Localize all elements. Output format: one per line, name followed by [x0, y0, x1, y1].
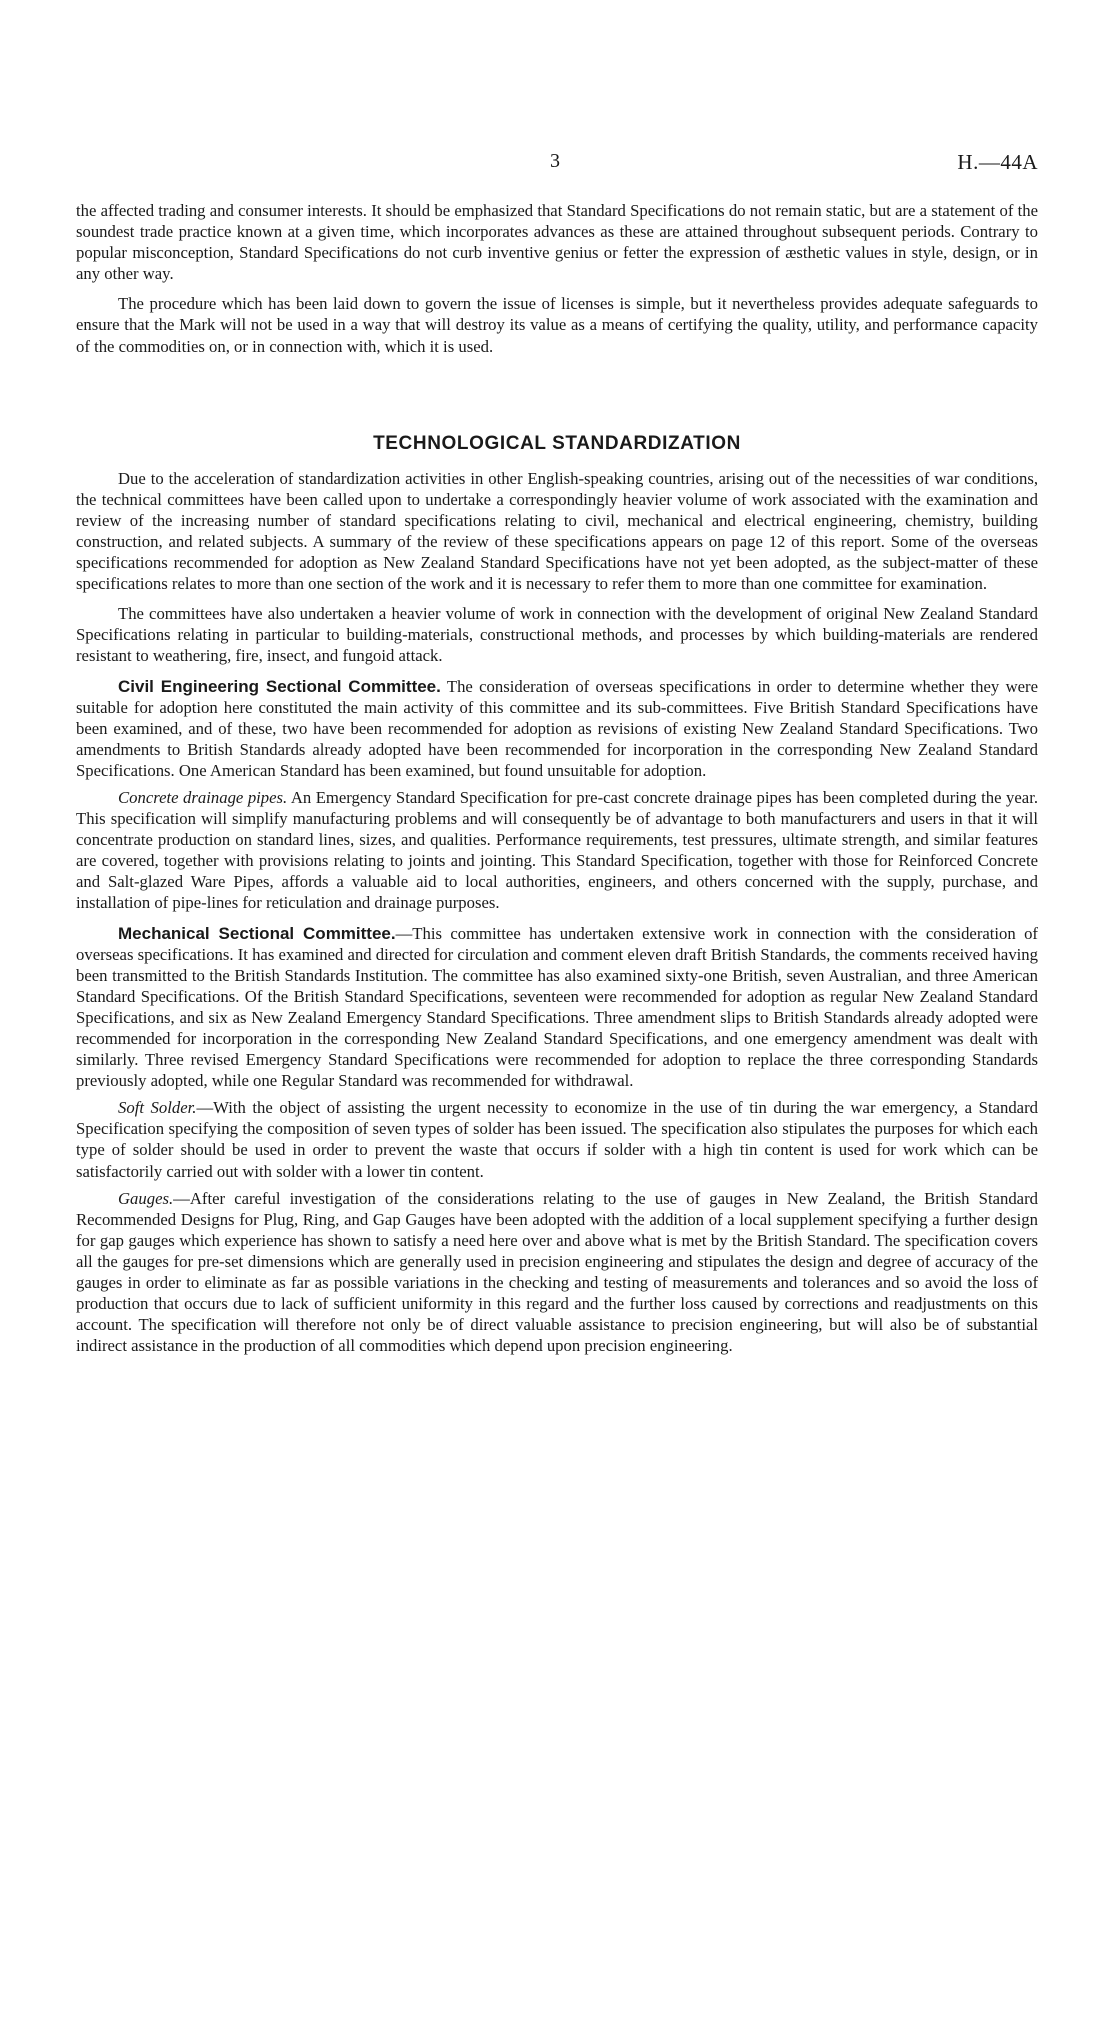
soft-solder-paragraph: [76, 1097, 1038, 1181]
concrete-pipes-paragraph: [76, 787, 1038, 914]
civil-committee-text: The consideration of overseas specifications in order to determine whether they were suitable for adoption here constituted the main activity of this committee and its sub-committees. Five British Standard Specifications have been examined, and of these, two have been recommended for adoption as revisions of existing New Zealand Standard Specifications. Two amendments to British Standards already adopted have been recommended for incorporation in the corresponding New Zealand Standard Specifications. One American Standard has been examined, but found unsuitable for adoption.: [76, 676, 1039, 780]
licensing-paragraph: The procedure which has been laid down to govern the issue of licenses is simple, but it nevertheless provides adequate safeguards to ensure that the Mark will not be used in a way that will destroy its value as a means of certifying the quality, utility, and performance capacity of the commodities on, or in connection with, which it is used.: [76, 294, 1038, 356]
soft-solder-text: —With the object of assisting the urgent necessity to economize in the use of tin during the war emergency, a Standard Specification specifying the composition of seven types of solder has been issued. The specification also stipulates the purposes for which each type of solder should be used in order to prevent the waste that occurs if solder with a high tin content is used for work which can be satisfactorily carried out with solder with a lower tin content.: [76, 1098, 1038, 1181]
body-text: [76, 200, 1038, 1356]
gauges-paragraph: [76, 1188, 1038, 1357]
section-title: TECHNOLOGICAL STANDARDIZATION: [373, 432, 741, 454]
concrete-pipes-text: An Emergency Standard Specification for pre-cast concrete drainage pipes has been completed during the year. This specification will simplify manufacturing problems and will consequently be of advantage to both manufacturers and users in that it will concentrate production on standard lines, sizes, and qualities. Performance requirements, test pressures, ultimate strength, and similar features are covered, together with provisions relating to joints and jointing. This Standard Specification, together with those for Reinforced Concrete and Salt-glazed Ware Pipes, affords a valuable aid to local authorities, engineers, and others concerned with the supply, purchase, and installation of pipe-lines for reticulation and drainage purposes.: [76, 787, 1038, 913]
gauges-text: —After careful investigation of the considerations relating to the use of gauges in New Zealand, the British Standard Recommended Designs for Plug, Ring, and Gap Gauges have been adopted with the addition of a local supplement specifying a further design for gap gauges which experience has shown to satisfy a need here over and above what is met by the British Standard. The specification covers all the gauges for pre-set dimensions which are generally used in precision engineering and stipulates the design and degree of accuracy of the gauges in order to eliminate as far as possible variations in the checking and testing of measurements and tolerances and so avoid the loss of production that occurs due to lack of sufficient uniformity in this regard and the further loss caused by corrections and readjustments on this account. The specification will therefore not only be of direct valuable assistance to precision engineering, but will also be of substantial indirect assistance in the production of all commodities which depend upon precision engineering.: [76, 1188, 1038, 1356]
document-reference: H.—44A: [957, 150, 1038, 174]
page-number: 3: [550, 150, 560, 172]
mechanical-committee-text: —This committee has undertaken extensive work in connection with the consideration of overseas specifications. It has examined and directed for circulation and comment eleven draft British Standards, the comments received having been transmitted to the British Standards Institution. The committee has also examined sixty-one British, seven Australian, and three American Standard Specifications. Of the British Standard Specifications, seventeen were recommended for adoption as regular New Zealand Standard Specifications, and six as New Zealand Emergency Standard Specifications. Three amendment slips to British Standards already adopted were recommended for incorporation in the corresponding New Zealand Standard Specifications, and one emergency amendment was dealt with similarly. Three revised Emergency Standard Specifications were recommended for adoption to replace the three corresponding Standards previously adopted, while one Regular Standard was recommended for withdrawal.: [76, 923, 1038, 1091]
page-header: [0, 150, 1114, 180]
concrete-pipes-heading: Concrete drainage pipes.: [118, 787, 288, 807]
mechanical-committee-paragraph: [76, 923, 1038, 1092]
intro-paragraph: the affected trading and consumer interests. It should be emphasized that Standard Specifications do not remain static, but are a statement of the soundest trade practice known at a given time, which incorporates advances as these are attained throughout subsequent periods. Contrary to popular misconception, Standard Specifications do not curb inventive genius or fetter the expression of æsthetic values in style, design, or in any other way.: [76, 201, 1038, 284]
civil-committee-heading: Civil Engineering Sectional Committee.: [118, 676, 441, 696]
section-paragraph: Due to the acceleration of standardization activities in other English-speaking countries, arising out of the necessities of war conditions, the technical committees have been called upon to undertake a correspondingly heavier volume of work associated with the examination and review of the increasing number of standard specifications relating to civil, mechanical and electrical engineering, chemistry, building construction, and related subjects. A summary of the review of these specifications appears on page 12 of this report. Some of the overseas specifications recommended for adoption as New Zealand Standard Specifications have not yet been adopted, as the subject-matter of these specifications relates to more than one section of the work and it is necessary to refer them to more than one committee for examination.: [76, 468, 1038, 594]
gauges-heading: Gauges.: [118, 1188, 174, 1208]
civil-committee-paragraph: [76, 676, 1038, 781]
soft-solder-heading: Soft Solder.: [118, 1098, 197, 1118]
mechanical-committee-heading: Mechanical Sectional Committee.: [118, 923, 396, 943]
section-paragraph: The committees have also undertaken a heavier volume of work in connection with the development of original New Zealand Standard Specifications relating in particular to building-materials, constructional methods, and processes by which building-materials are rendered resistant to weathering, fire, insect, and fungoid attack.: [76, 604, 1038, 666]
